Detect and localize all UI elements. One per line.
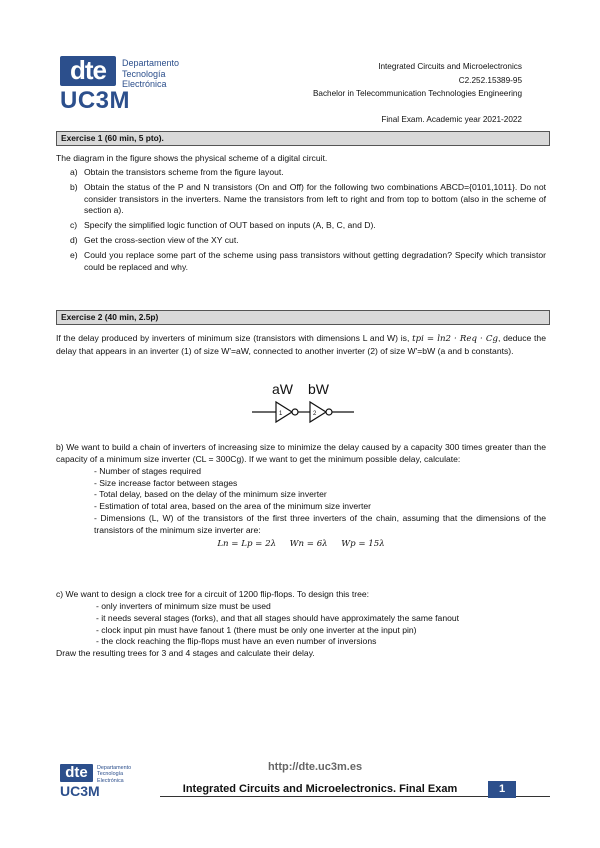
dte-logo <box>60 56 200 118</box>
draw-instruction: Draw the resulting trees for 3 and 4 stages and calculate their delay. <box>56 648 315 659</box>
list-item: - the clock reaching the flip-flops must have an even number of inversions <box>96 636 377 647</box>
page-number: 1 <box>488 781 516 798</box>
footer-url[interactable]: http://dte.uc3m.es <box>267 761 363 773</box>
list-item: - it needs several stages (forks), and that all stages should have approximately the same fanout <box>96 612 460 623</box>
exercise-1-item: a) Obtain the transistors scheme from the figure layout. <box>70 166 284 177</box>
list-item: - Total delay, based on the delay of the minimum size inverter <box>94 489 327 500</box>
logo-uc3m: UC3M <box>60 87 131 114</box>
exercise-2-part-c <box>56 589 546 660</box>
exercise-1-body <box>56 153 546 277</box>
exercise-1-item: d) Get the cross-section view of the XY cut. <box>70 235 239 246</box>
header-info <box>313 60 522 126</box>
logo-department: Departamento Tecnología Electrónica <box>122 58 180 89</box>
inverter-1-bubble <box>292 409 298 415</box>
exercise-1-item: b) Obtain the status of the P and N transistors (On and Off) for the following two combinations ABCD={0101,1011}. Do not consider transistors in the inverters. Name the transistors from left to right and from top to bottom (also in the scheme of section a). <box>70 181 546 216</box>
exercise-2-part-b <box>56 442 546 555</box>
list-item: - Size increase factor between stages <box>94 477 238 488</box>
inverter-2-bubble <box>326 409 332 415</box>
list-item: - Estimation of total area, based on the area of the minimum size inverter <box>94 501 372 512</box>
course-title: Integrated Circuits and Microelectronics <box>378 62 522 71</box>
course-code: C2.252.15389-95 <box>458 75 522 85</box>
fig-label-aw: aW <box>272 381 293 397</box>
part-c-list <box>56 601 546 648</box>
fig-label-bw: bW <box>308 381 329 397</box>
list-item: - Dimensions (L, W) of the transistors of the first three inverters of the chain, assuming that the dimensions of the transistors of the minimum size inverter are: <box>94 513 546 536</box>
part-c-text: c) We want to design a clock tree for a circuit of 1200 flip-flops. To design this tree: <box>56 589 370 599</box>
exercise-2-title: Exercise 2 (40 min, 2.5p) <box>56 310 550 325</box>
list-item: - only inverters of minimum size must be used <box>96 600 271 611</box>
dimension-equations: Ln = Lp = 2λ Wn = 6λ Wp = 15λ <box>217 538 385 549</box>
exercise-1-item: e) Could you replace some part of the scheme using pass transistors without getting degradation? Specify which transistor could be replaced and why. <box>70 250 546 272</box>
exercise-1-items <box>56 167 546 274</box>
inverter-2-number: 2 <box>313 411 317 417</box>
delay-formula: tpi = ln2 · Req · Cg <box>412 334 498 344</box>
inverter-chain-figure <box>250 380 360 430</box>
exercise-1-item: c) Specify the simplified logic function of OUT based on inputs (A, B, C, and D). <box>70 220 376 231</box>
footer-logo: dte Departamento Tecnología Electrónica UC3M <box>60 764 132 799</box>
list-item: - Number of stages required <box>94 465 201 476</box>
inverter-1-number: 1 <box>279 411 283 417</box>
degree-name: Bachelor in Telecommunication Technologies Engineering <box>312 89 522 98</box>
exercise-1-intro: The diagram in the figure shows the physical scheme of a digital circuit. <box>56 153 328 163</box>
part-b-text: b) We want to build a chain of inverters of increasing size to minimize the delay caused by a capacity 300 times greater than the capacity of a minimum size inverter (CL = 300Cg). If we want to get the minimum possible delay, calculate: <box>56 442 546 464</box>
exam-name: Final Exam. Academic year 2021-2022 <box>381 114 522 124</box>
logo-word: dte <box>60 56 116 86</box>
exercise-1-title: Exercise 1 (60 min, 5 pto). <box>56 131 550 146</box>
part-b-list <box>56 466 546 537</box>
exercise-2-intro: If the delay produced by inverters of minimum size (transistors with dimensions L and W) is, tpi = ln2 · Req · Cg, deduce the delay that appears in an inverter (1) of size W'=aW, connected to another inverter (2) of size W'=bW (a and b constants). <box>56 333 546 356</box>
list-item: - clock input pin must have fanout 1 (there must be only one inverter at the input pin) <box>96 624 417 635</box>
footer-title: Integrated Circuits and Microelectronics. Final Exam <box>182 783 458 795</box>
